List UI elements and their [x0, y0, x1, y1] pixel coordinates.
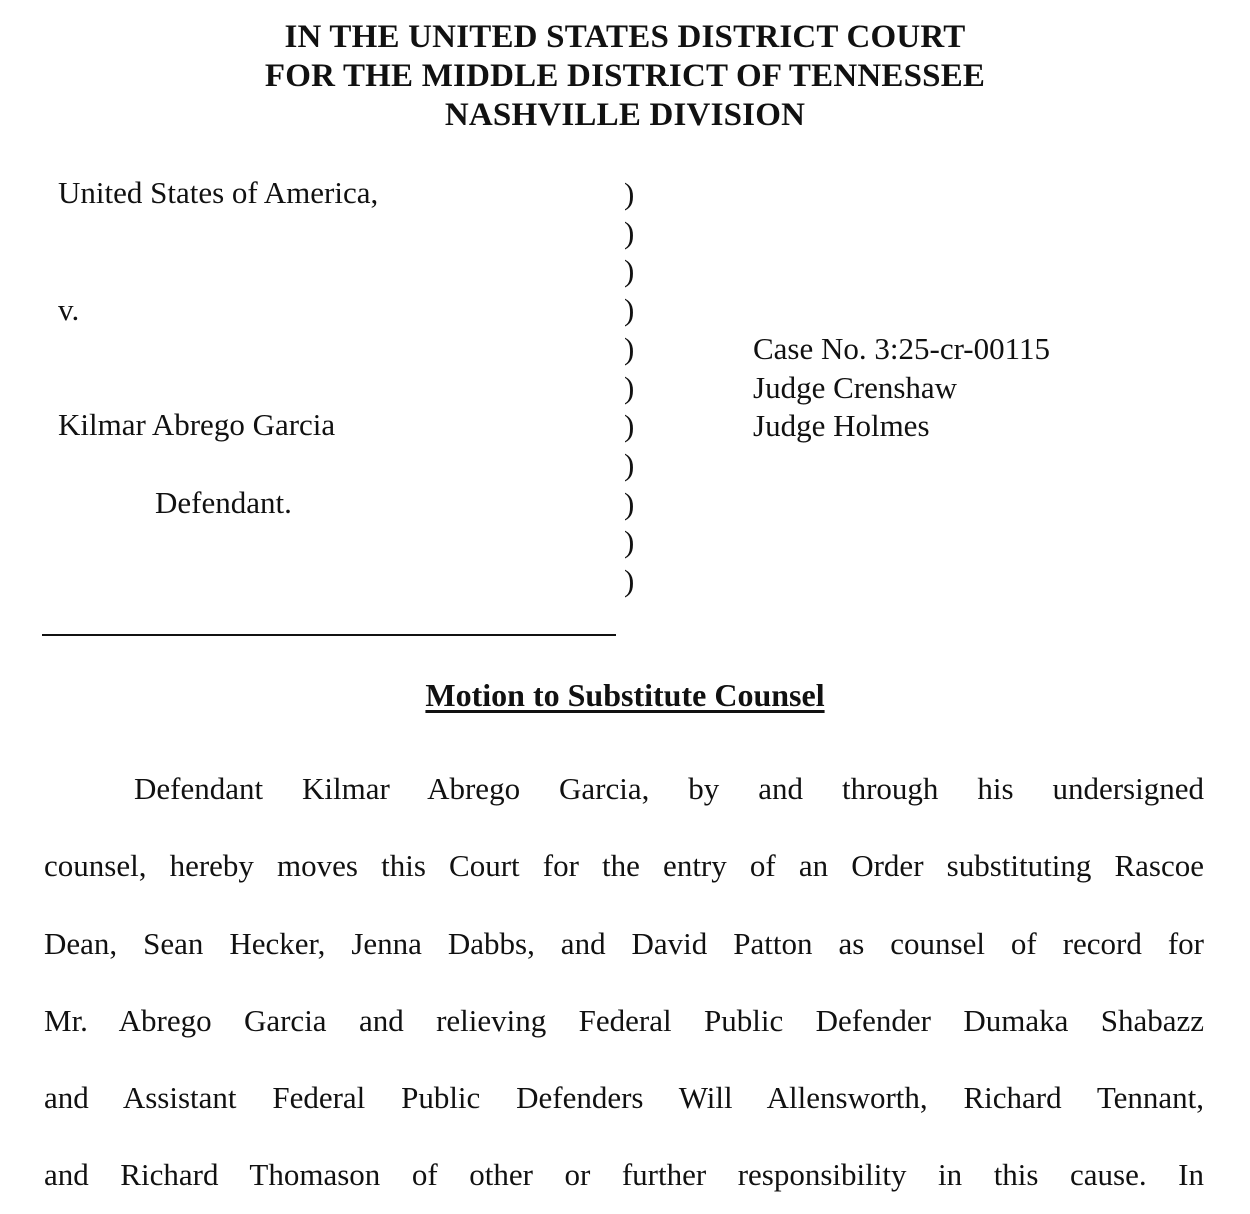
court-name: IN THE UNITED STATES DISTRICT COURT: [284, 19, 966, 55]
judge-crenshaw: Judge Crenshaw: [753, 369, 958, 405]
caption-paren: ): [624, 253, 635, 289]
defendant-name: Kilmar Abrego Garcia: [58, 407, 336, 442]
court-division: NASHVILLE DIVISION: [444, 97, 806, 133]
caption-paren: ): [624, 369, 635, 405]
body-line: and Assistant Federal Public Defenders Will Allensworth, Richard Tennant,: [44, 1080, 1204, 1116]
body-line: Mr. Abrego Garcia and relieving Federal Public Defender Dumaka Shabazz: [44, 1002, 1204, 1038]
caption-paren: ): [624, 330, 635, 366]
caption-paren: ): [624, 176, 635, 211]
defendant-label: Defendant.: [155, 485, 292, 520]
plaintiff-name: United States of America,: [58, 175, 379, 210]
caption-paren: ): [624, 408, 635, 444]
caption-parentheses: [624, 175, 634, 601]
body-line: Dean, Sean Hecker, Jenna Dabbs, and David Patton as counsel of record for: [44, 925, 1204, 961]
body-line: counsel, hereby moves this Court for the entry of an Order substituting Rascoe: [44, 848, 1204, 884]
motion-title: Motion to Substitute Counsel: [425, 677, 825, 713]
caption-divider: [42, 634, 616, 636]
caption-paren: ): [624, 524, 635, 560]
body-line: and Richard Thomason of other or further responsibility in this cause. In: [44, 1157, 1204, 1193]
case-number: Case No. 3:25-cr-00115: [753, 331, 1050, 366]
caption-paren: ): [624, 214, 635, 250]
judge-holmes: Judge Holmes: [753, 408, 930, 444]
caption-paren: ): [624, 485, 635, 521]
motion-body: [44, 750, 1204, 1214]
caption-paren: ): [624, 292, 635, 328]
case-info: [753, 330, 1050, 446]
caption-paren: ): [624, 446, 635, 482]
court-district: FOR THE MIDDLE DISTRICT OF TENNESSEE: [264, 58, 986, 94]
caption-paren: ): [624, 563, 635, 599]
versus-label: v.: [58, 292, 80, 327]
body-line: Defendant Kilmar Abrego Garcia, by and through his undersigned: [134, 771, 1204, 806]
